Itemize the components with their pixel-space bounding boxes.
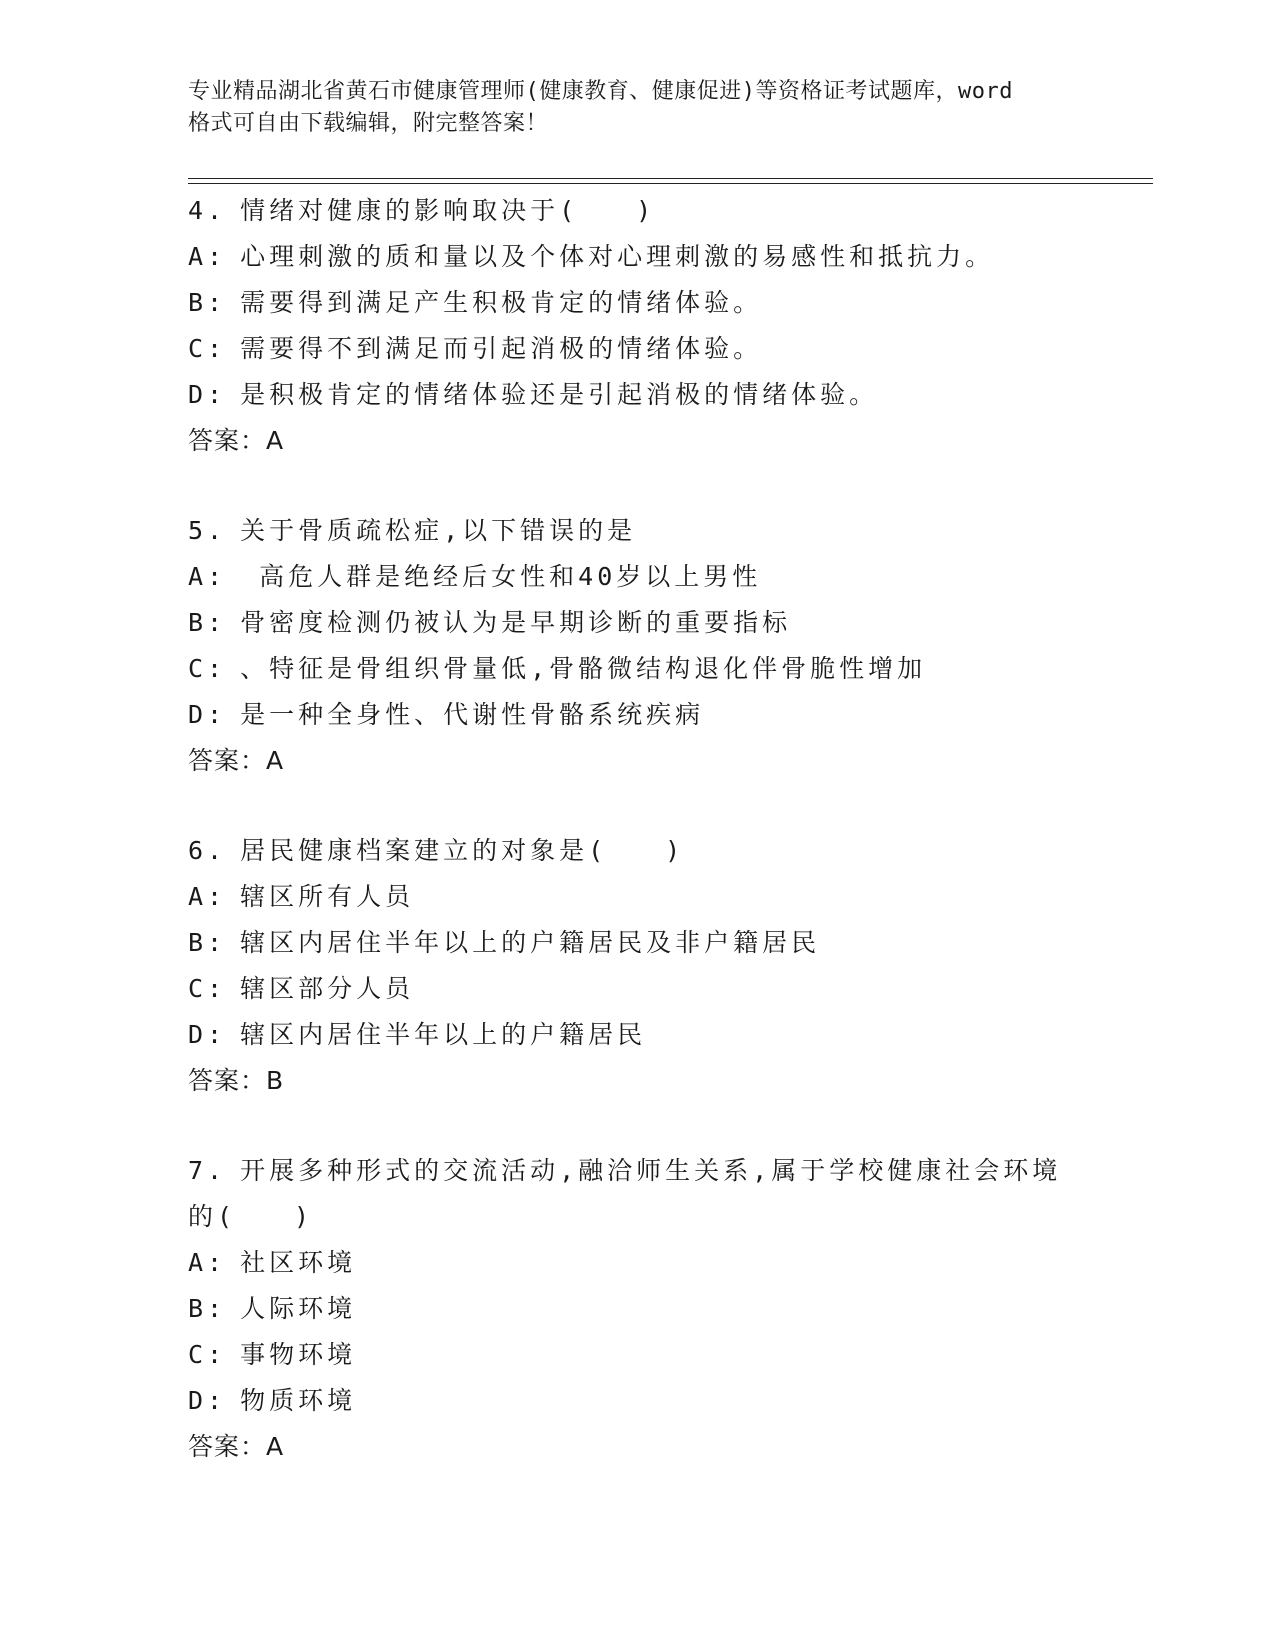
option-c — [188, 1332, 1088, 1378]
option-key: B: — [188, 1294, 227, 1323]
option-key: B: — [188, 608, 227, 637]
question-stem — [188, 828, 1078, 874]
question-text: 情绪对健康的影响取决于( ) — [240, 196, 656, 225]
header-divider-bottom — [188, 183, 1153, 184]
option-b — [188, 600, 1088, 646]
option-key: B: — [188, 288, 227, 317]
question-5 — [188, 508, 1088, 784]
option-key: D: — [188, 700, 227, 729]
question-number: 4. — [188, 196, 227, 225]
option-key: A: — [188, 882, 227, 911]
question-number: 5. — [188, 516, 227, 545]
question-list — [188, 188, 1088, 1514]
option-c — [188, 966, 1088, 1012]
option-text: 是一种全身性、代谢性骨骼系统疾病 — [240, 700, 705, 729]
question-text: 关于骨质疏松症,以下错误的是 — [240, 516, 637, 545]
question-text: 开展多种形式的交流活动,融洽师生关系,属于学校健康社会环境的( ) — [188, 1156, 1062, 1231]
option-text: 、特征是骨组织骨量低,骨骼微结构退化伴骨脆性增加 — [240, 654, 927, 683]
option-b — [188, 280, 1088, 326]
option-key: D: — [188, 1386, 227, 1415]
option-text: 高危人群是绝经后女性和40岁以上男性 — [240, 562, 762, 591]
option-key: C: — [188, 1340, 227, 1369]
option-text: 人际环境 — [240, 1294, 357, 1323]
option-text: 骨密度检测仍被认为是早期诊断的重要指标 — [240, 608, 792, 637]
option-a — [188, 874, 1088, 920]
option-a — [188, 1240, 1088, 1286]
answer: 答案：B — [188, 1066, 285, 1095]
answer: 答案：A — [188, 426, 285, 455]
option-key: D: — [188, 1020, 227, 1049]
header-line-1: 专业精品湖北省黄石市健康管理师(健康教育、健康促进)等资格证考试题库，word — [188, 79, 1013, 104]
question-stem — [188, 188, 1078, 234]
question-text: 居民健康档案建立的对象是( ) — [240, 836, 685, 865]
question-number: 7. — [188, 1156, 227, 1185]
option-text: 是积极肯定的情绪体验还是引起消极的情绪体验。 — [240, 380, 879, 409]
option-a — [188, 554, 1088, 600]
answer: 答案：A — [188, 1432, 285, 1461]
option-text: 社区环境 — [240, 1248, 357, 1277]
question-stem — [188, 1148, 1078, 1240]
question-stem — [188, 508, 1078, 554]
option-b — [188, 1286, 1088, 1332]
option-d — [188, 1012, 1088, 1058]
option-key: B: — [188, 928, 227, 957]
option-key: C: — [188, 654, 227, 683]
question-4 — [188, 188, 1088, 464]
option-text: 辖区内居住半年以上的户籍居民及非户籍居民 — [240, 928, 821, 957]
option-key: D: — [188, 380, 227, 409]
option-d — [188, 692, 1088, 738]
option-text: 物质环境 — [240, 1386, 357, 1415]
option-c — [188, 326, 1088, 372]
question-6 — [188, 828, 1088, 1104]
option-text: 事物环境 — [240, 1340, 357, 1369]
option-text: 辖区所有人员 — [240, 882, 415, 911]
question-7 — [188, 1148, 1088, 1470]
option-key: A: — [188, 1248, 227, 1277]
option-key: C: — [188, 974, 227, 1003]
option-text: 辖区内居住半年以上的户籍居民 — [240, 1020, 647, 1049]
option-key: A: — [188, 562, 227, 591]
option-c — [188, 646, 1088, 692]
option-key: C: — [188, 334, 227, 363]
option-text: 辖区部分人员 — [240, 974, 415, 1003]
option-d — [188, 1378, 1088, 1424]
header-divider-top — [188, 178, 1153, 179]
option-text: 需要得到满足产生积极肯定的情绪体验。 — [240, 288, 763, 317]
option-b — [188, 920, 1088, 966]
answer: 答案：A — [188, 746, 285, 775]
option-key: A: — [188, 242, 227, 271]
option-d — [188, 372, 1088, 418]
option-a — [188, 234, 1088, 280]
question-number: 6. — [188, 836, 227, 865]
option-text: 心理刺激的质和量以及个体对心理刺激的易感性和抵抗力。 — [240, 242, 995, 271]
option-text: 需要得不到满足而引起消极的情绪体验。 — [240, 334, 763, 363]
document-header — [188, 76, 1088, 140]
header-line-2: 格式可自由下载编辑，附完整答案！ — [188, 111, 549, 136]
